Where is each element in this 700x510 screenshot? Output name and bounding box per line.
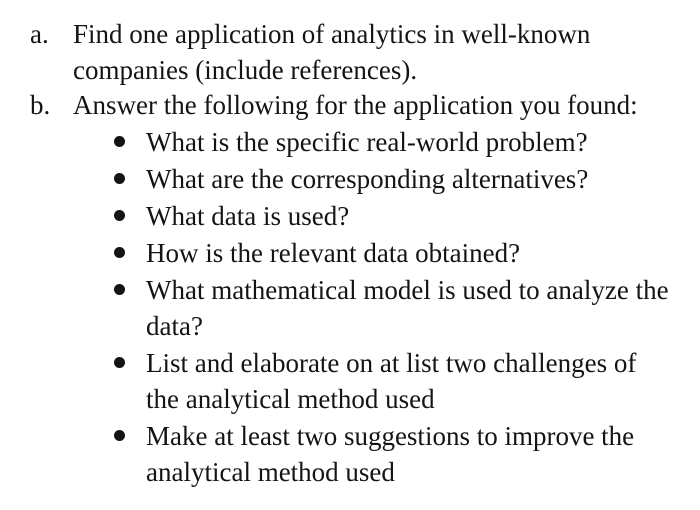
bullet-item (112, 124, 697, 160)
bullet-line-1: What are the corresponding alternatives? (146, 164, 589, 194)
question-a-line-1: Find one application of analytics in well-known (73, 19, 591, 49)
bullet-line-2: the analytical method used (146, 384, 435, 414)
bullet-line-1: What mathematical model is used to analyze the (146, 275, 669, 305)
bullet-dot-icon (114, 173, 125, 184)
bullet-dot-icon (114, 357, 125, 368)
question-a-marker: a. (30, 19, 49, 49)
bullet-line-1: List and elaborate on at list two challenges of (146, 348, 637, 378)
question-a (30, 16, 690, 88)
bullet-dot-icon (114, 247, 125, 258)
bullet-dot-icon (114, 136, 125, 147)
bullet-line-1: What data is used? (146, 201, 350, 231)
bullet-line-2: analytical method used (146, 457, 395, 487)
question-b-bullet-list (112, 124, 697, 491)
bullet-item (112, 272, 697, 344)
question-b-marker: b. (30, 90, 51, 120)
bullet-item (112, 345, 697, 417)
question-b-text: Answer the following for the application you found: (73, 90, 638, 120)
question-a-line-2: companies (include references). (73, 55, 418, 85)
bullet-dot-icon (114, 284, 125, 295)
bullet-item (112, 235, 697, 271)
bullet-line-1: How is the relevant data obtained? (146, 238, 521, 268)
bullet-item (112, 161, 697, 197)
bullet-dot-icon (114, 210, 125, 221)
bullet-line-2: data? (146, 311, 203, 341)
bullet-dot-icon (114, 430, 125, 441)
bullet-item (112, 418, 697, 490)
bullet-line-1: What is the specific real-world problem? (146, 127, 588, 157)
question-b (30, 87, 690, 123)
bullet-line-1: Make at least two suggestions to improve the (146, 421, 635, 451)
bullet-item (112, 198, 697, 234)
